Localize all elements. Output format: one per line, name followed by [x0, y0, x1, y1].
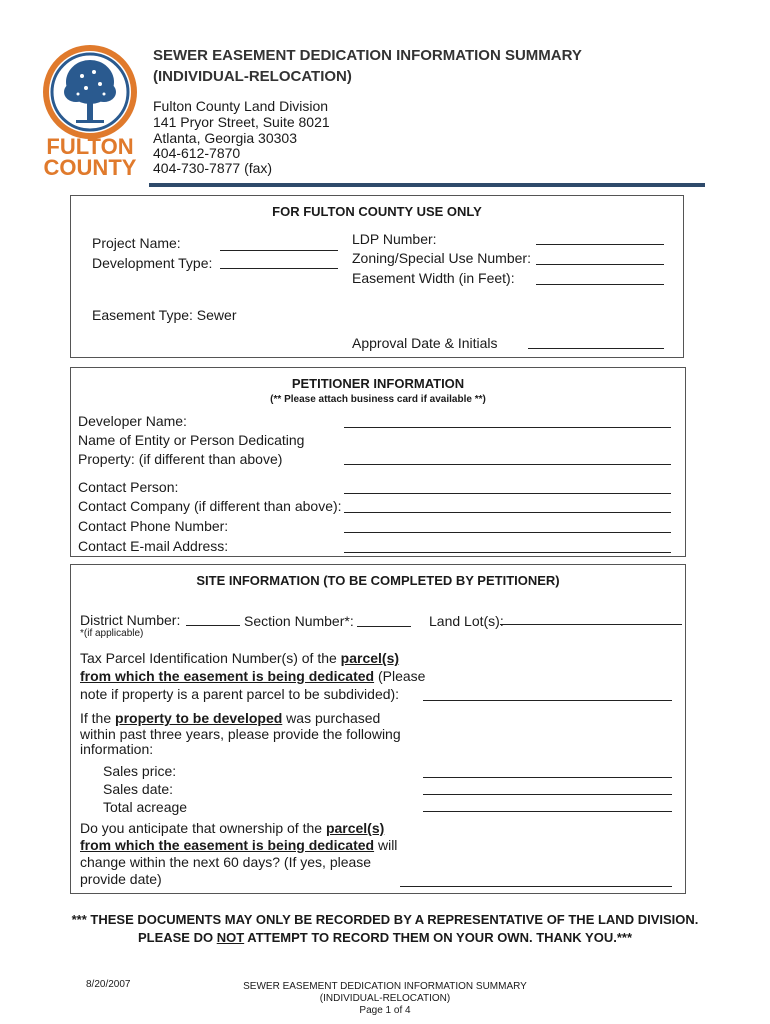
entity-field[interactable]	[344, 464, 671, 465]
logo-text-fulton: FULTON	[46, 134, 134, 159]
footer-date: 8/20/2007	[86, 979, 131, 990]
org-address2: Atlanta, Georgia 30303	[153, 130, 297, 146]
org-address1: 141 Pryor Street, Suite 8021	[153, 114, 330, 130]
ownership-line1: Do you anticipate that ownership of the parcel(s)	[80, 820, 385, 836]
contact-person-field[interactable]	[344, 493, 671, 494]
footer-page-number: Page 1 of 4	[359, 1005, 411, 1016]
footer-title-line1: SEWER EASEMENT DEDICATION INFORMATION SUMMARY	[243, 981, 527, 992]
entity-label-line1: Name of Entity or Person Dedicating	[78, 432, 305, 448]
section-number-label: Section Number*:	[244, 613, 354, 629]
sales-price-label: Sales price:	[103, 763, 177, 779]
org-name: Fulton County Land Division	[153, 98, 329, 114]
tax-parcel-line3: note if property is a parent parcel to be subdivided):	[80, 686, 400, 702]
ldp-number-field[interactable]	[536, 244, 664, 245]
contact-phone-label: Contact Phone Number:	[78, 518, 229, 534]
contact-email-label: Contact E-mail Address:	[78, 538, 229, 554]
tree-seal-icon	[42, 44, 138, 148]
contact-phone-field[interactable]	[344, 532, 671, 533]
development-type-field[interactable]	[220, 268, 338, 269]
contact-email-field[interactable]	[344, 552, 671, 553]
tax-parcel-line2: from which the easement is being dedicated (Please	[80, 668, 426, 684]
property-purchase-line1: If the property to be developed was purchased	[80, 710, 381, 726]
tax-parcel-field[interactable]	[423, 700, 672, 701]
approval-date-label: Approval Date & Initials	[352, 335, 498, 351]
logo-text-county: COUNTY	[43, 155, 137, 180]
zoning-number-field[interactable]	[536, 264, 664, 265]
developer-name-field[interactable]	[344, 427, 671, 428]
fulton-county-logo	[42, 44, 138, 184]
ownership-date-field[interactable]	[400, 886, 672, 887]
ownership-line3: change within the next 60 days? (If yes, please	[80, 854, 372, 870]
section-number-field[interactable]	[357, 626, 411, 627]
property-purchase-line2: within past three years, please provide the following	[80, 726, 401, 742]
petitioner-note: (** Please attach business card if available **)	[270, 394, 486, 405]
contact-company-field[interactable]	[344, 512, 671, 513]
approval-date-field[interactable]	[528, 348, 664, 349]
district-number-label: District Number:	[80, 612, 181, 628]
development-type-label: Development Type:	[92, 255, 213, 271]
recording-notice-line1: *** THESE DOCUMENTS MAY ONLY BE RECORDED BY A REPRESENTATIVE OF THE LAND DIVISION.	[71, 912, 699, 927]
org-phone: 404-612-7870	[153, 145, 241, 161]
footer-title-line2: (INDIVIDUAL-RELOCATION)	[319, 993, 451, 1004]
land-lot-field[interactable]	[500, 624, 682, 625]
easement-width-field[interactable]	[536, 284, 664, 285]
property-purchase-line3: information:	[80, 741, 154, 757]
tax-parcel-line1: Tax Parcel Identification Number(s) of the parcel(s)	[80, 650, 400, 666]
district-number-field[interactable]	[186, 625, 240, 626]
project-name-label: Project Name:	[92, 235, 181, 251]
project-name-field[interactable]	[220, 250, 338, 251]
contact-person-label: Contact Person:	[78, 479, 179, 495]
page-title-line2: (INDIVIDUAL-RELOCATION)	[153, 68, 352, 85]
header-rule	[149, 183, 705, 187]
zoning-number-label: Zoning/Special Use Number:	[352, 250, 531, 266]
ldp-number-label: LDP Number:	[352, 231, 437, 247]
sales-date-label: Sales date:	[103, 781, 174, 797]
ownership-line2: from which the easement is being dedicated will	[80, 837, 398, 853]
if-applicable-note: *(if applicable)	[80, 628, 144, 639]
ownership-line4: provide date)	[80, 871, 162, 887]
recording-notice-line2: PLEASE DO NOT ATTEMPT TO RECORD THEM ON YOUR OWN. THANK YOU.***	[137, 930, 633, 945]
developer-name-label: Developer Name:	[78, 413, 187, 429]
total-acreage-label: Total acreage	[103, 799, 188, 815]
page-title-line1: SEWER EASEMENT DEDICATION INFORMATION SUMMARY	[153, 47, 582, 64]
land-lot-label: Land Lot(s):	[429, 613, 504, 629]
site-info-heading: SITE INFORMATION (TO BE COMPLETED BY PETITIONER)	[196, 573, 560, 588]
contact-company-label: Contact Company (if different than above):	[78, 498, 342, 514]
easement-width-label: Easement Width (in Feet):	[352, 270, 515, 286]
org-fax: 404-730-7877 (fax)	[153, 160, 273, 176]
sales-date-field[interactable]	[423, 794, 672, 795]
county-use-heading: FOR FULTON COUNTY USE ONLY	[272, 204, 482, 219]
easement-type-label: Easement Type: Sewer	[92, 307, 237, 323]
petitioner-heading: PETITIONER INFORMATION	[291, 376, 465, 391]
total-acreage-field[interactable]	[423, 811, 672, 812]
entity-label-line2: Property: (if different than above)	[78, 451, 283, 467]
sales-price-field[interactable]	[423, 777, 672, 778]
